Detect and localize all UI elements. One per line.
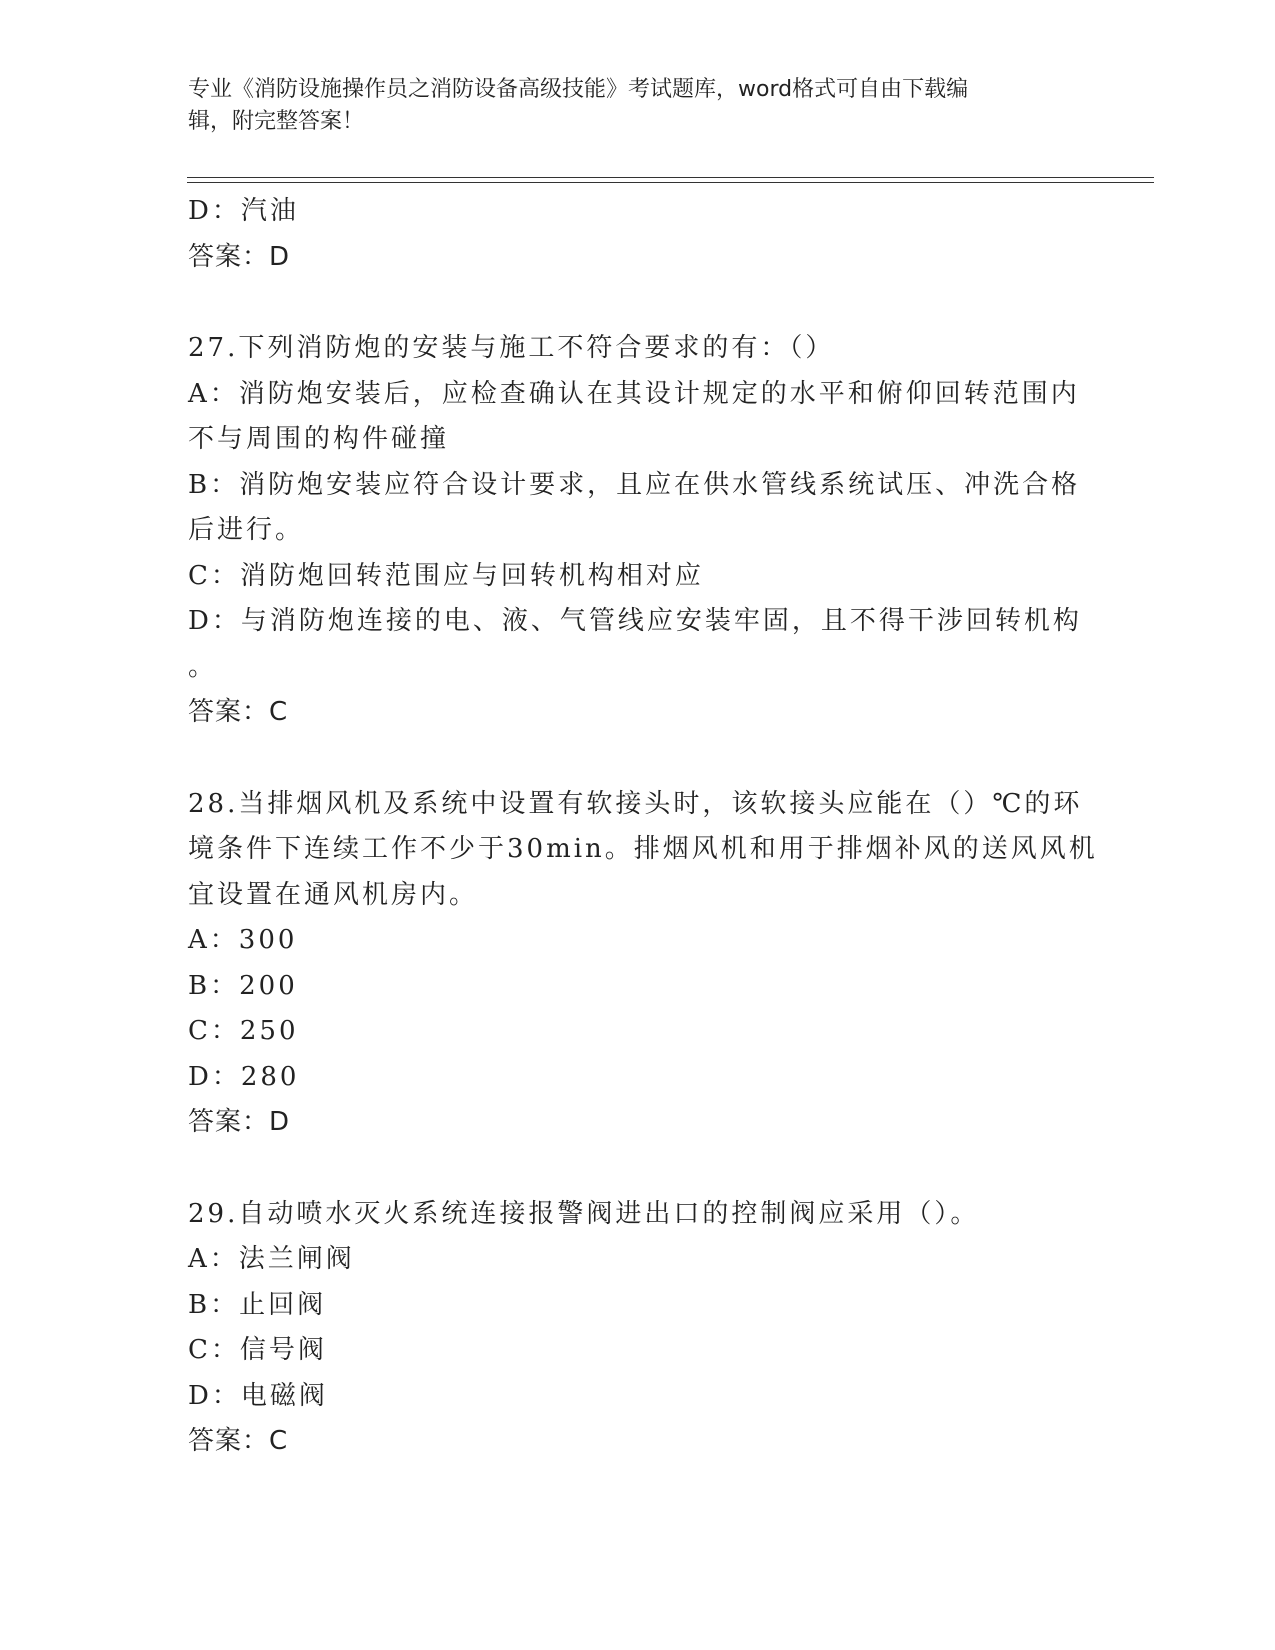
spacer bbox=[188, 1146, 1088, 1192]
option-a: A：法兰闸阀 bbox=[188, 1244, 355, 1274]
question-29 bbox=[188, 1192, 1088, 1465]
option-d-cont: 。 bbox=[188, 651, 218, 682]
option-b-cont: 后进行。 bbox=[188, 515, 305, 545]
header-divider-top bbox=[187, 177, 1154, 178]
answer-line: 答案：C bbox=[188, 697, 289, 727]
spacer bbox=[188, 280, 1088, 326]
question-28 bbox=[188, 782, 1098, 1146]
header-line-2: 辑，附完整答案！ bbox=[188, 109, 365, 134]
answer-line: 答案：D bbox=[188, 1107, 291, 1137]
option-a-cont: 不与周围的构件碰撞 bbox=[188, 424, 450, 454]
question-stem: 27.下列消防炮的安装与施工不符合要求的有：（） bbox=[188, 333, 835, 363]
option-b: B：止回阀 bbox=[188, 1289, 327, 1320]
option-d: D：与消防炮连接的电、液、气管线应安装牢固，且不得干涉回转机构 bbox=[188, 606, 1082, 636]
option-c: C：消防炮回转范围应与回转机构相对应 bbox=[188, 560, 704, 591]
question-stem: 29.自动喷水灭火系统连接报警阀进出口的控制阀应采用（）。 bbox=[188, 1198, 980, 1229]
answer-line: 答案：C bbox=[188, 1426, 289, 1456]
answer-line: 答案：D bbox=[188, 241, 291, 272]
question-stem: 28.当排烟风机及系统中设置有软接头时，该软接头应能在（）℃的环 bbox=[188, 788, 1083, 819]
header-divider-bottom bbox=[187, 182, 1154, 183]
header-line-1: 专业《消防设施操作员之消防设备高级技能》考试题库，word格式可自由下载编 bbox=[188, 77, 969, 102]
option-d: D：汽油 bbox=[188, 196, 299, 226]
option-b: B：200 bbox=[188, 970, 298, 1001]
option-b: B：消防炮安装应符合设计要求，且应在供水管线系统试压、冲洗合格 bbox=[188, 469, 1081, 500]
question-stem-cont: 宜设置在通风机房内。 bbox=[188, 879, 479, 910]
document-body bbox=[188, 189, 1098, 1465]
option-c: C：250 bbox=[188, 1016, 299, 1046]
option-c: C：信号阀 bbox=[188, 1335, 327, 1365]
document-header bbox=[188, 74, 1068, 138]
option-a: A：300 bbox=[188, 925, 298, 955]
option-d: D：电磁阀 bbox=[188, 1380, 328, 1411]
option-d: D：280 bbox=[188, 1061, 300, 1092]
option-a: A：消防炮安装后，应检查确认在其设计规定的水平和俯仰回转范围内 bbox=[188, 378, 1080, 409]
spacer bbox=[188, 736, 1088, 782]
question-27 bbox=[188, 326, 1088, 736]
question-stem-cont: 境条件下连续工作不少于30min。排烟风机和用于排烟补风的送风风机 bbox=[188, 834, 1098, 864]
